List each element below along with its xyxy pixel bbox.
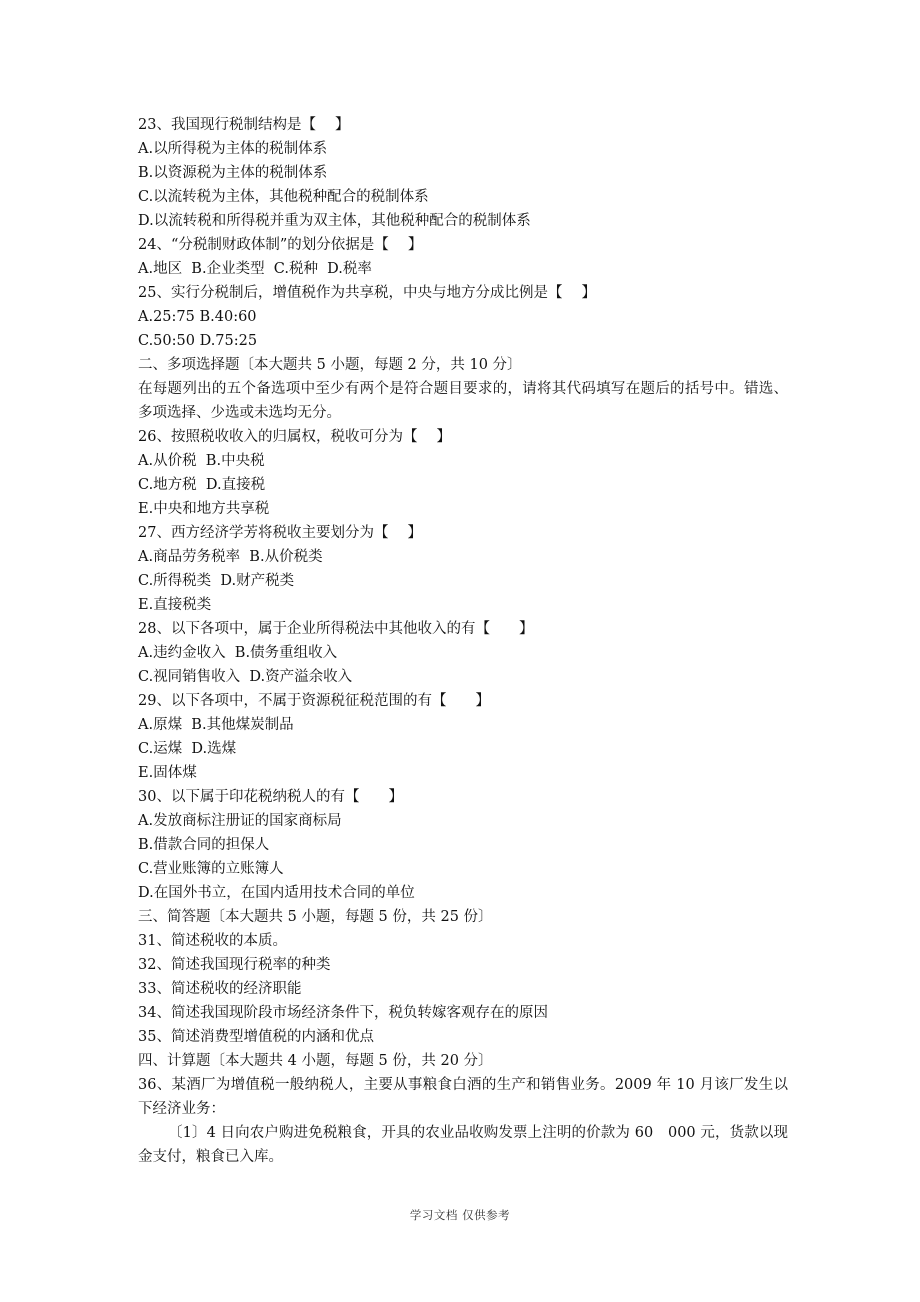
option-23-d: D.以流转税和所得税并重为双主体，其他税种配合的税制体系	[138, 213, 531, 229]
question-30: 30、以下属于印花税纳税人的有【 】	[138, 789, 403, 805]
option-27-e: E.直接税类	[138, 597, 212, 613]
option-23-b: B.以资源税为主体的税制体系	[138, 165, 328, 181]
section-2-heading: 二、多项选择题〔本大题共 5 小题，每题 2 分，共 10 分〕	[138, 357, 522, 373]
options-27-ab: A.商品劳务税率 B.从价税类	[138, 549, 323, 565]
question-23: 23、我国现行税制结构是【 】	[138, 117, 350, 133]
option-30-d: D.在国外书立，在国内适用技术合同的单位	[138, 885, 415, 901]
options-29-ab: A.原煤 B.其他煤炭制品	[138, 717, 294, 733]
options-24: A.地区 B.企业类型 C.税种 D.税率	[138, 261, 372, 277]
option-29-e: E.固体煤	[138, 765, 197, 781]
options-27-cd: C.所得税类 D.财产税类	[138, 573, 295, 589]
options-26-ab: A.从价税 B.中央税	[138, 453, 265, 469]
question-36-item-1: 〔1〕4 日向农户购进免税粮食，开具的农业品收购发票上注明的价款为 60 000 元，货款以现金支付，粮食已入库。	[138, 1125, 788, 1165]
question-33: 33、简述税收的经济职能	[138, 981, 302, 997]
document-body	[138, 113, 788, 1169]
option-30-c: C.营业账簿的立账簿人	[138, 861, 284, 877]
options-28-ab: A.违约金收入 B.债务重组收入	[138, 645, 338, 661]
option-30-b: B.借款合同的担保人	[138, 837, 270, 853]
question-34: 34、简述我国现阶段市场经济条件下，税负转嫁客观存在的原因	[138, 1005, 548, 1021]
question-28: 28、以下各项中，属于企业所得税法中其他收入的有【 】	[138, 621, 534, 637]
question-32: 32、简述我国现行税率的种类	[138, 957, 331, 973]
option-23-c: C.以流转税为主体，其他税种配合的税制体系	[138, 189, 429, 205]
question-31: 31、简述税收的本质。	[138, 933, 287, 949]
options-25-cd: C.50:50 D.75:25	[138, 333, 258, 349]
question-27: 27、西方经济学芳将税收主要划分为【 】	[138, 525, 423, 541]
section-3-heading: 三、简答题〔本大题共 5 小题，每题 5 份，共 25 份〕	[138, 909, 493, 925]
section-4-heading: 四、计算题〔本大题共 4 小题，每题 5 份，共 20 分〕	[138, 1053, 493, 1069]
question-25: 25、实行分税制后，增值税作为共享税，中央与地方分成比例是【 】	[138, 285, 597, 301]
options-26-cd: C.地方税 D.直接税	[138, 477, 266, 493]
options-29-cd: C.运煤 D.选煤	[138, 741, 237, 757]
question-29: 29、以下各项中，不属于资源税征税范围的有【 】	[138, 693, 490, 709]
page-footer: 学习文档 仅供参考	[409, 1208, 511, 1222]
section-2-instruction: 在每题列出的五个备选项中至少有两个是符合题目要求的，请将其代码填写在题后的括号中。错选、多项选择、少选或未选均无分。	[138, 381, 788, 421]
option-26-e: E.中央和地方共享税	[138, 501, 270, 517]
option-30-a: A.发放商标注册证的国家商标局	[138, 813, 342, 829]
option-23-a: A.以所得税为主体的税制体系	[138, 141, 328, 157]
question-36-intro: 36、某酒厂为增值税一般纳税人，主要从事粮食白酒的生产和销售业务。2009 年 10 月该厂发生以下经济业务：	[138, 1077, 788, 1117]
options-25-ab: A.25:75 B.40:60	[138, 309, 257, 325]
question-26: 26、按照税收收入的归属权，税收可分为【 】	[138, 429, 452, 445]
options-28-cd: C.视同销售收入 D.资产溢余收入	[138, 669, 353, 685]
question-24: 24、“分税制财政体制”的划分依据是【 】	[138, 237, 423, 253]
question-35: 35、简述消费型增值税的内涵和优点	[138, 1029, 374, 1045]
